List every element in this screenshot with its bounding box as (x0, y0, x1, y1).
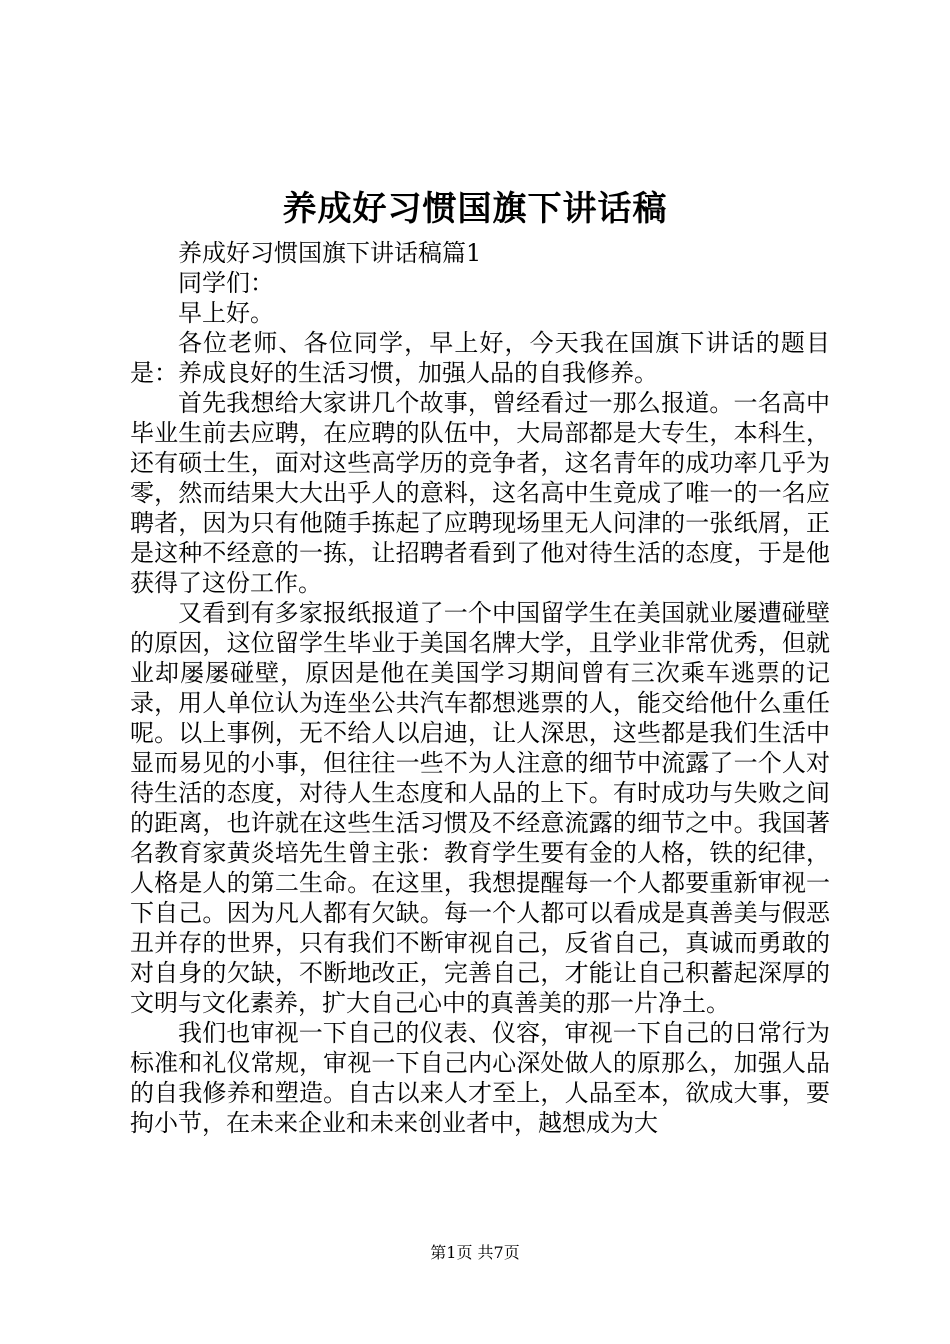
paragraph-greeting: 同学们： (178, 269, 274, 297)
page-number: 第1页 共7页 (430, 1243, 520, 1262)
paragraph-good-morning: 早上好。 (178, 299, 274, 327)
paragraph-self-review: 我们也审视一下自己的仪表、仪容，审视一下自己的日常行为标准和礼仪常规，审视一下自己内心深处做人的原那么，加强人品的自我修养和塑造。自古以来人才至上，人品至本，欲成大事，要拘小节，在未来企业和未来创业者中，越想成为大 (130, 1019, 830, 1137)
paragraph-heading: 养成好习惯国旗下讲话稿篇1 (178, 239, 482, 267)
paragraph-topic: 各位老师、各位同学，早上好，今天我在国旗下讲话的题目是：养成良好的生活习惯，加强人品的自我修养。 (130, 329, 830, 387)
paragraph-story-two: 又看到有多家报纸报道了一个中国留学生在美国就业屡遭碰壁的原因，这位留学生毕业于美国名牌大学，且学业非常优秀，但就业却屡屡碰壁，原因是他在美国学习期间曾有三次乘车逃票的记录，用人单位认为连坐公共汽车都想逃票的人，能交给他什么重任呢。以上事例，无不给人以启迪，让人深思，这些都是我们生活中显而易见的小事，但往往一些不为人注意的细节中流露了一个人对待生活的态度，对待人生态度和人品的上下。有时成功与失败之间的距离，也许就在这些生活习惯及不经意流露的细节之中。我国著名教育家黄炎培先生曾主张：教育学生要有金的人格，铁的纪律，人格是人的第二生命。在这里，我想提醒每一个人都要重新审视一下自己。因为凡人都有欠缺。每一个人都可以看成是真善美与假恶丑并存的世界，只有我们不断审视自己，反省自己，真诚而勇敢的对自身的欠缺，不断地改正，完善自己，才能让自己积蓄起深厚的文明与文化素养，扩大自己心中的真善美的那一片净土。 (130, 599, 830, 1017)
paragraph-story-one: 首先我想给大家讲几个故事，曾经看过一那么报道。一名高中毕业生前去应聘，在应聘的队伍中，大局部都是大专生，本科生，还有硕士生，面对这些高学历的竞争者，这名青年的成功率几乎为零，然而结果大大出乎人的意料，这名高中生竟成了唯一的一名应聘者，因为只有他随手拣起了应聘现场里无人问津的一张纸屑，正是这种不经意的一拣，让招聘者看到了他对待生活的态度，于是他获得了这份工作。 (130, 389, 830, 597)
document-body (130, 238, 830, 1138)
document-title: 养成好习惯国旗下讲话稿 (282, 189, 668, 229)
